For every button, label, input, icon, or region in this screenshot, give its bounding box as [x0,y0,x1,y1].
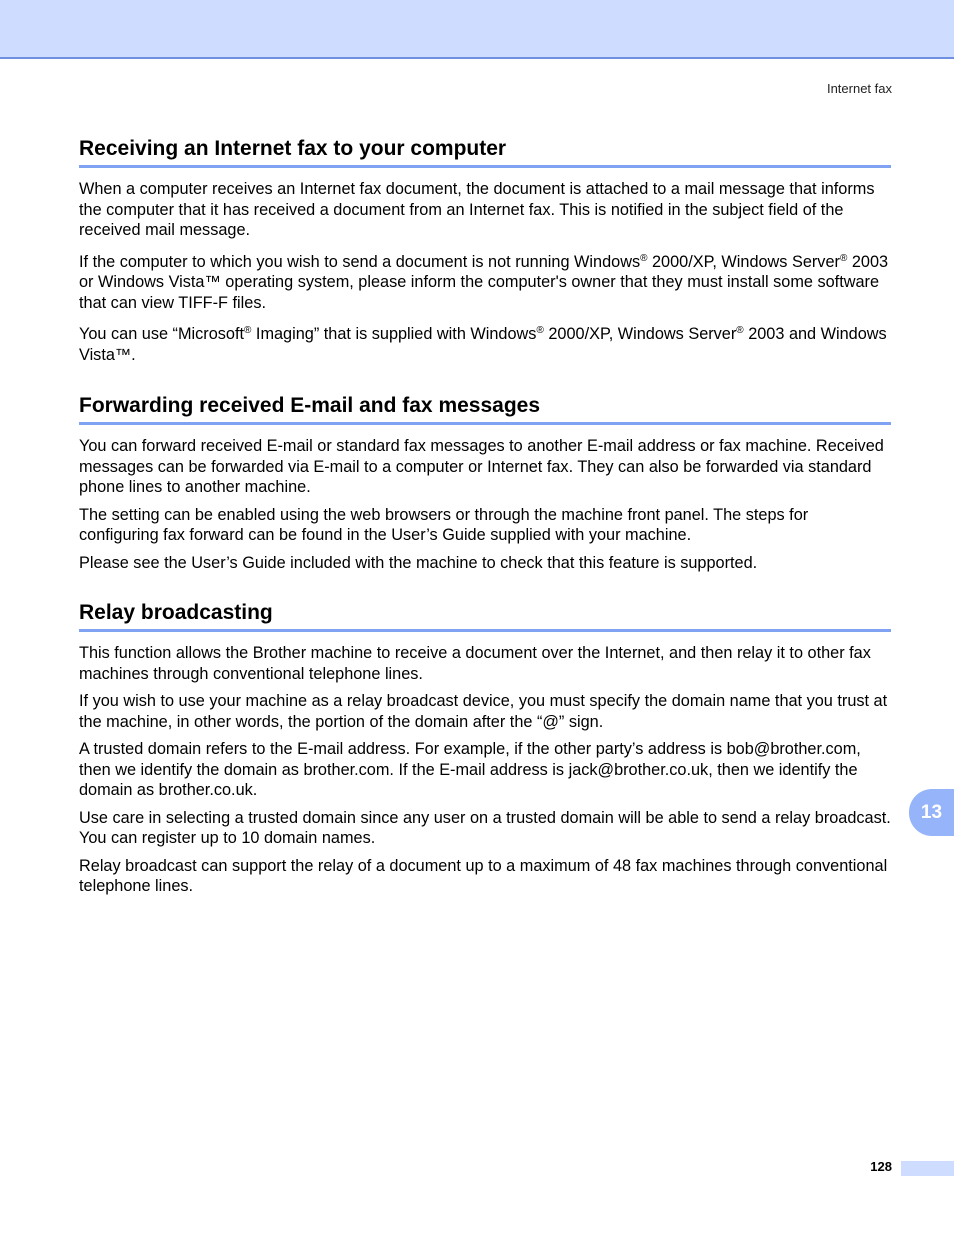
footer-bar [901,1161,954,1176]
registered-mark: ® [640,252,648,264]
running-head: Internet fax [826,81,892,96]
section-heading: Relay broadcasting [79,600,891,632]
paragraph: Use care in selecting a trusted domain since any user on a trusted domain will be able to send a relay broadcast. You can register up to 10 domain names. [79,808,891,847]
paragraph: A trusted domain refers to the E-mail address. For example, if the other party’s address is bob@brother.com, then we identify the domain as brother.com. If the E-mail address is jack@brother.co.uk, then we identify the domain as brother.co.uk. [79,740,861,799]
section-heading: Receiving an Internet fax to your computer [79,136,891,168]
registered-mark: ® [839,252,848,264]
section-receiving-internet-fax [79,136,891,365]
paragraph: If the computer to which you wish to send a document is not running Windows® 2000/XP, Windows Server® 2003 or Windows Vista™ operating system, please inform the computer's owner that they must install some software that can view TIFF-F files. [79,252,889,312]
section-heading: Forwarding received E-mail and fax messages [79,393,891,425]
registered-mark: ® [536,325,544,336]
registered-mark: ® [736,325,744,336]
section-relay-broadcasting [79,600,891,897]
paragraph: You can forward received E-mail or standard fax messages to another E-mail address or fax machine. Received messages can be forwarded via E-mail to a computer or Internet fax. They can also be forwarded via standard phone lines to another machine. [79,437,884,496]
page-content [79,136,891,897]
paragraph: Please see the User’s Guide included with the machine to check that this feature is supported. [79,553,758,572]
page-number: 128 [870,1159,892,1174]
paragraph: The setting can be enabled using the web browsers or through the machine front panel. The steps for configuring fax forward can be found in the User’s Guide supplied with your machine. [79,505,809,544]
chapter-tab: 13 [909,789,954,836]
header-band [0,0,954,59]
paragraph: Relay broadcast can support the relay of a document up to a maximum of 48 fax machines through conventional telephone lines. [79,856,888,895]
registered-mark: ® [244,325,252,336]
section-forwarding-messages [79,393,891,573]
paragraph: You can use “Microsoft® Imaging” that is supplied with Windows® 2000/XP, Windows Server® 2003 and Windows Vista™. [79,325,887,364]
paragraph: This function allows the Brother machine to receive a document over the Internet, and then relay it to other fax machines through conventional telephone lines. [79,644,871,683]
paragraph: If you wish to use your machine as a relay broadcast device, you must specify the domain name that you trust at the machine, in other words, the portion of the domain after the “@” sign. [79,692,888,731]
paragraph: When a computer receives an Internet fax document, the document is attached to a mail message that informs the computer that it has received a document from an Internet fax. This is notified in the subject field of the received mail message. [79,180,875,239]
